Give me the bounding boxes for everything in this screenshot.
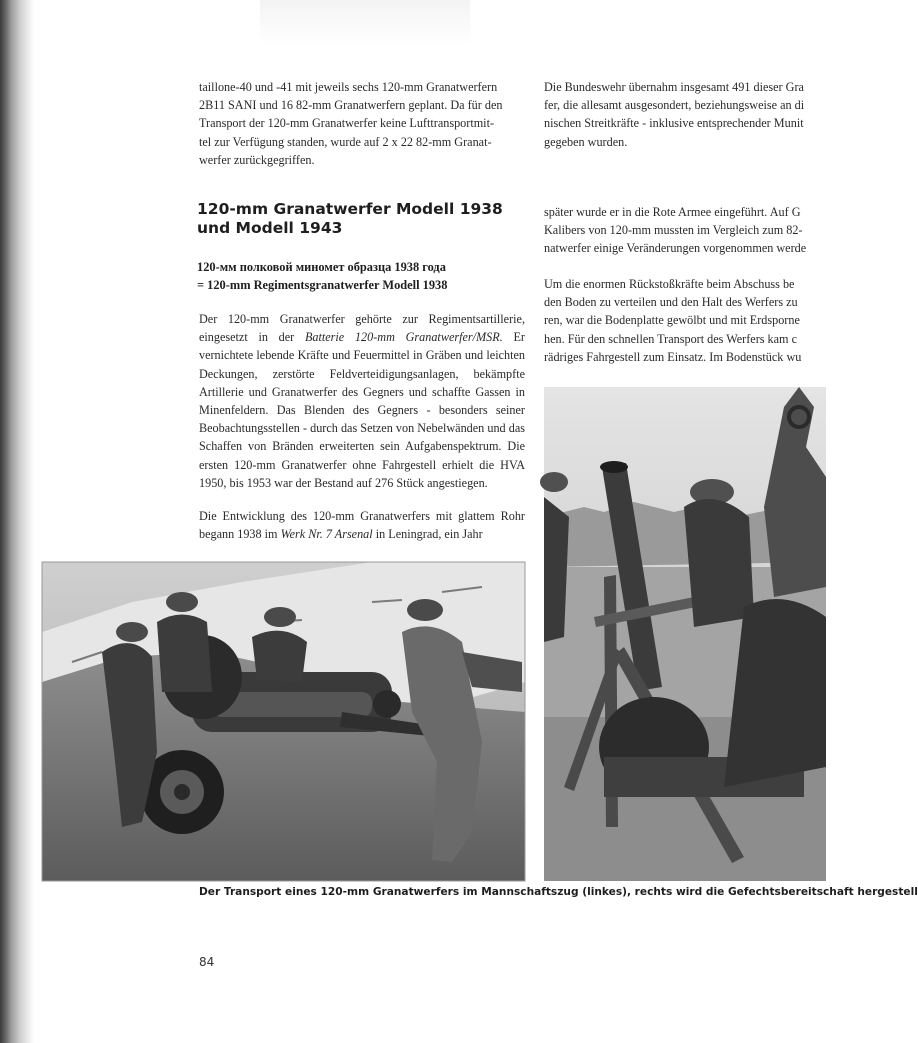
text-line: natwerfer einige Veränderungen vorgenommen werde (544, 241, 807, 256)
text-line: rädriges Fahrgestell zum Einsatz. Im Bodenstück wu (544, 349, 802, 364)
text-line: ren, war die Bodenplatte gewölbt und mit Erdsporne (544, 313, 800, 328)
photo-mortar-transport-image (42, 562, 525, 881)
body-text: Er vernichtete lebende Kräfte und Feuermittel in Gräben und leichten Deckungen, zerstörte Feldverteidigungsanlagen, bekämpfte Artillerie und Granatwerfer des Gegners und schaffte Gassen in Minenfeldern. Das Blenden des Gegners - besonders seiner Beobachtungsstellen - durch das Setzen von Nebelwänden und das Schaffen von Bränden erweiterten sein Aufgabenspektrum. Die ersten 120-mm Granatwerfer ohne Fahrgestell erhielt die HVA 1950, bis 1953 war der Bestand auf 276 Stück angestiegen. (199, 330, 525, 490)
right-top-paragraph (544, 78, 826, 151)
subheading-russian: 120-мм полковой миномет образца 1938 года (197, 260, 446, 274)
text-line: Um die enormen Rückstoßkräfte beim Abschuss be (544, 277, 795, 291)
left-top-paragraph (199, 78, 525, 169)
body-text-italic: Batterie 120-mm Granatwerfer/MSR. (304, 330, 503, 345)
body-text: in Leningrad, ein Jahr (372, 527, 483, 542)
text-line: Transport der 120-mm Granatwerfer keine Lufttransportmit- (199, 116, 495, 131)
text-line: nischen Streitkräfte - inklusive entsprechender Munit (544, 116, 804, 131)
body-text-italic: Werk Nr. 7 Arsenal (280, 527, 373, 542)
right-middle-paragraph (544, 203, 826, 258)
photo-mortar-firing-image (544, 387, 826, 881)
text-line: 2B11 SANI und 16 82-mm Granatwerfern geplant. Da für den (199, 98, 503, 113)
text-line: werfer zurückgegriffen. (199, 152, 315, 167)
body-text: Der 120-mm Granatwerfer gehörte zur Regimentsartillerie, eingesetzt in der (199, 312, 525, 345)
body-paragraph-1 (199, 310, 525, 492)
subheading-german: = 120-mm Regimentsgranatwerfer Modell 1938 (197, 278, 448, 292)
body-text: Die Entwicklung des 120-mm Granatwerfers mit glattem Rohr begann 1938 im (199, 509, 525, 542)
book-spine-shadow (0, 0, 34, 1043)
section-heading: 120-mm Granatwerfer Modell 1938 und Modell 1943 (197, 200, 503, 237)
text-line: fer, die allesamt ausgesondert, beziehungsweise an di (544, 98, 805, 113)
body-paragraph-2 (199, 507, 525, 543)
photo-mortar-transport (42, 562, 525, 881)
subheading (197, 258, 527, 294)
page-number: 84 (199, 955, 215, 969)
right-lower-paragraph (544, 275, 826, 366)
text-line: später wurde er in die Rote Armee eingeführt. Auf G (544, 205, 801, 219)
text-line: Kalibers von 120-mm mussten im Vergleich zum 82- (544, 223, 803, 238)
text-line: taillone-40 und -41 mit jeweils sechs 120-mm Granatwerfern (199, 80, 498, 94)
text-line: tel zur Verfügung standen, wurde auf 2 x 22 82-mm Granat- (199, 134, 492, 149)
text-line: Die Bundeswehr übernahm insgesamt 491 dieser Gra (544, 80, 804, 94)
text-line: gegeben wurden. (544, 134, 628, 149)
text-line: hen. Für den schnellen Transport des Werfers kam c (544, 331, 797, 346)
text-line: den Boden zu verteilen und den Halt des Werfers zu (544, 295, 798, 310)
photo-mortar-firing-position (544, 387, 826, 881)
photo-caption: Der Transport eines 120-mm Granatwerfers im Mannschaftszug (linkes), rechts wird die Gefechtsbereitschaft hergestell (199, 886, 918, 898)
bleed-through-artifact (260, 0, 470, 46)
